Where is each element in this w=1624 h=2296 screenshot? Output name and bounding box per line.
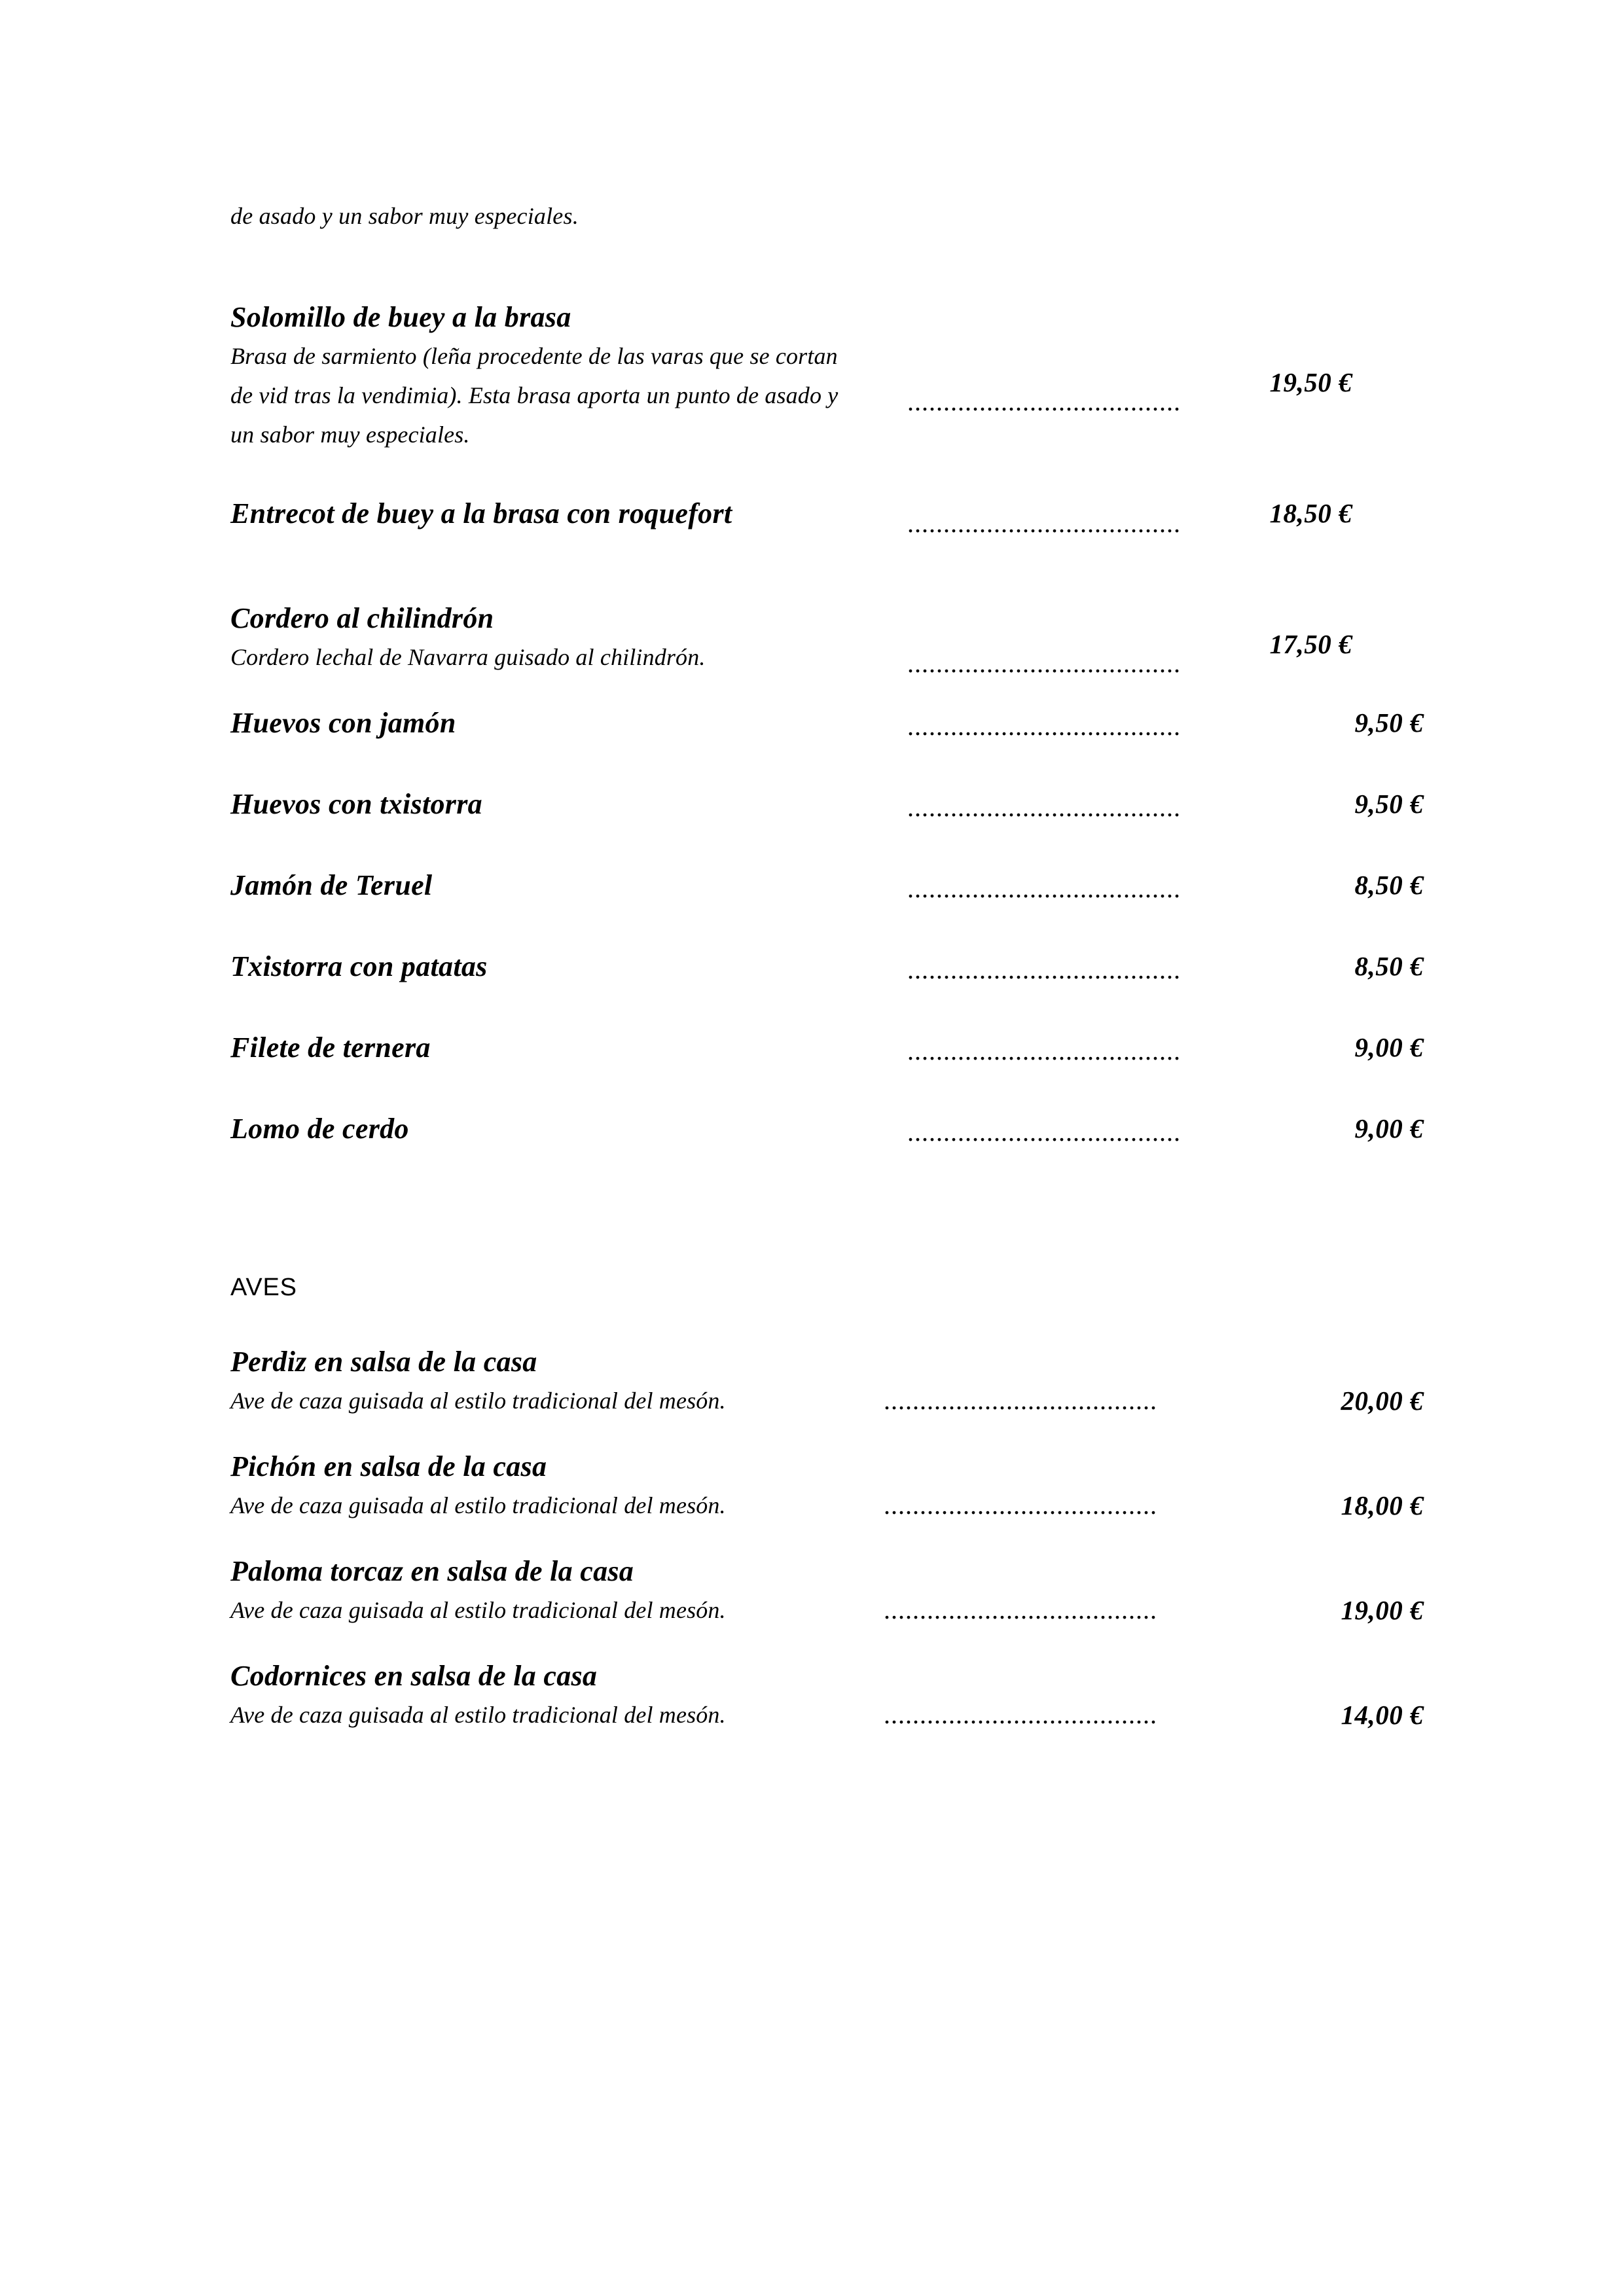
menu-item-text: [230, 867, 859, 905]
menu-item-text: [230, 298, 859, 454]
menu-item-description: Brasa de sarmiento (leña procedente de las varas que se cortan de vid tras la vendimia). Esta brasa aporta un punto de asado y un sabor muy especiales.: [230, 343, 839, 448]
dot-leader-cell: [859, 1029, 1189, 1064]
menu-content: [230, 196, 1425, 1734]
menu-item-description: Ave de caza guisada al estilo tradicional del mesón.: [230, 1702, 726, 1728]
menu-item-price: 9,50 €: [1354, 708, 1424, 738]
menu-item-description: Ave de caza guisada al estilo tradicional del mesón.: [230, 1388, 726, 1414]
menu-item-text: [230, 1448, 859, 1525]
menu-item-row: [230, 1552, 1425, 1630]
dot-leader: ......................................: [907, 1038, 1181, 1064]
dot-leader: ......................................: [907, 876, 1181, 902]
menu-item-price: 14,00 €: [1341, 1700, 1424, 1730]
menu-item-title: Perdiz en salsa de la casa: [230, 1346, 537, 1378]
dot-leader: ......................................: [907, 511, 1181, 537]
dot-leader-cell: [859, 495, 1189, 537]
dot-leader: ......................................: [907, 713, 1181, 740]
spacer: [230, 1191, 1425, 1272]
menu-item-row: [230, 1448, 1425, 1525]
dot-leader: ......................................: [884, 1388, 1157, 1414]
menu-item-row: [230, 1110, 1425, 1148]
menu-item-row: [230, 785, 1425, 823]
spacer: [230, 1525, 1425, 1552]
menu-item-text: [230, 600, 859, 677]
menu-item-price: 8,50 €: [1354, 870, 1424, 900]
menu-item-title: Lomo de cerdo: [230, 1113, 409, 1145]
menu-item-row: [230, 867, 1425, 905]
menu-item-text: [230, 785, 859, 823]
dot-leader-cell: [859, 1448, 1165, 1518]
dot-leader: ......................................: [884, 1597, 1157, 1623]
menu-item-title: Codornices en salsa de la casa: [230, 1660, 598, 1692]
menu-item-title: Solomillo de buey a la brasa: [230, 301, 571, 333]
menu-item-row: [230, 495, 1425, 537]
menu-item-text: [230, 704, 859, 742]
menu-item-price: 9,50 €: [1354, 789, 1424, 819]
menu-item-row: [230, 298, 1425, 454]
continuation-description: de asado y un sabor muy especiales.: [230, 203, 579, 229]
dot-leader-cell: [859, 1552, 1165, 1623]
dot-leader: ......................................: [907, 957, 1181, 983]
menu-item-text: [230, 1110, 859, 1148]
dot-leader-cell: [859, 704, 1189, 740]
menu-item-row: [230, 1343, 1425, 1420]
menu-item-price: 8,50 €: [1354, 951, 1424, 981]
menu-item-price: 9,00 €: [1354, 1032, 1424, 1062]
spacer: [230, 677, 1425, 704]
menu-item-price: 20,00 €: [1341, 1386, 1424, 1416]
menu-item-title: Cordero al chilindrón: [230, 602, 494, 634]
menu-item-text: [230, 948, 859, 986]
menu-item-row: [230, 948, 1425, 986]
menu-item-description: Ave de caza guisada al estilo tradicional del mesón.: [230, 1492, 726, 1518]
spacer: [230, 1630, 1425, 1657]
menu-item-title: Paloma torcaz en salsa de la casa: [230, 1555, 634, 1587]
menu-item-price: 17,50 €: [1269, 629, 1352, 659]
spacer: [230, 454, 1425, 495]
dot-leader-cell: [859, 298, 1189, 415]
spacer: [230, 537, 1425, 600]
menu-item-title: Filete de ternera: [230, 1031, 431, 1064]
spacer: [230, 236, 1425, 298]
spacer: [230, 1302, 1425, 1343]
menu-item-row: [230, 704, 1425, 742]
menu-item-text: [230, 1552, 859, 1630]
menu-item-price: 18,50 €: [1269, 498, 1352, 528]
dot-leader-cell: [859, 1343, 1165, 1414]
menu-item-title: Pichón en salsa de la casa: [230, 1450, 547, 1482]
menu-item-title: Huevos con jamón: [230, 707, 456, 739]
dot-leader-cell: [859, 867, 1189, 902]
menu-item-description: Ave de caza guisada al estilo tradicional del mesón.: [230, 1597, 726, 1623]
dot-leader: ......................................: [884, 1492, 1157, 1518]
menu-item-text: [230, 1657, 859, 1734]
menu-item-title: Jamón de Teruel: [230, 869, 433, 901]
dot-leader: ......................................: [907, 1119, 1181, 1145]
menu-item-price: 19,00 €: [1341, 1595, 1424, 1625]
dot-leader-cell: [859, 948, 1189, 983]
menu-item-price: 18,00 €: [1341, 1490, 1424, 1520]
menu-item-price: 19,50 €: [1269, 367, 1352, 397]
dot-leader-cell: [859, 1110, 1189, 1145]
dot-leader-cell: [859, 1657, 1165, 1728]
menu-item-title: Txistorra con patatas: [230, 950, 488, 982]
menu-item-row: [230, 600, 1425, 677]
dot-leader: ......................................: [907, 651, 1181, 677]
dot-leader-cell: [859, 785, 1189, 821]
menu-item-price: 9,00 €: [1354, 1113, 1424, 1143]
section-header-aves: AVES: [230, 1274, 297, 1301]
menu-item-title: Huevos con txistorra: [230, 788, 482, 820]
menu-item-description: Cordero lechal de Navarra guisado al chilindrón.: [230, 644, 706, 670]
menu-item-text: [230, 1029, 859, 1067]
dot-leader-cell: [859, 600, 1189, 677]
dot-leader: ......................................: [907, 795, 1181, 821]
menu-item-title: Entrecot de buey a la brasa con roquefort: [230, 497, 732, 529]
dot-leader: ......................................: [884, 1702, 1157, 1728]
menu-item-row: [230, 1029, 1425, 1067]
menu-item-row: [230, 1657, 1425, 1734]
menu-item-text: [230, 1343, 859, 1420]
spacer: [230, 1420, 1425, 1448]
menu-item-text: [230, 495, 859, 533]
dot-leader: ......................................: [907, 389, 1181, 415]
